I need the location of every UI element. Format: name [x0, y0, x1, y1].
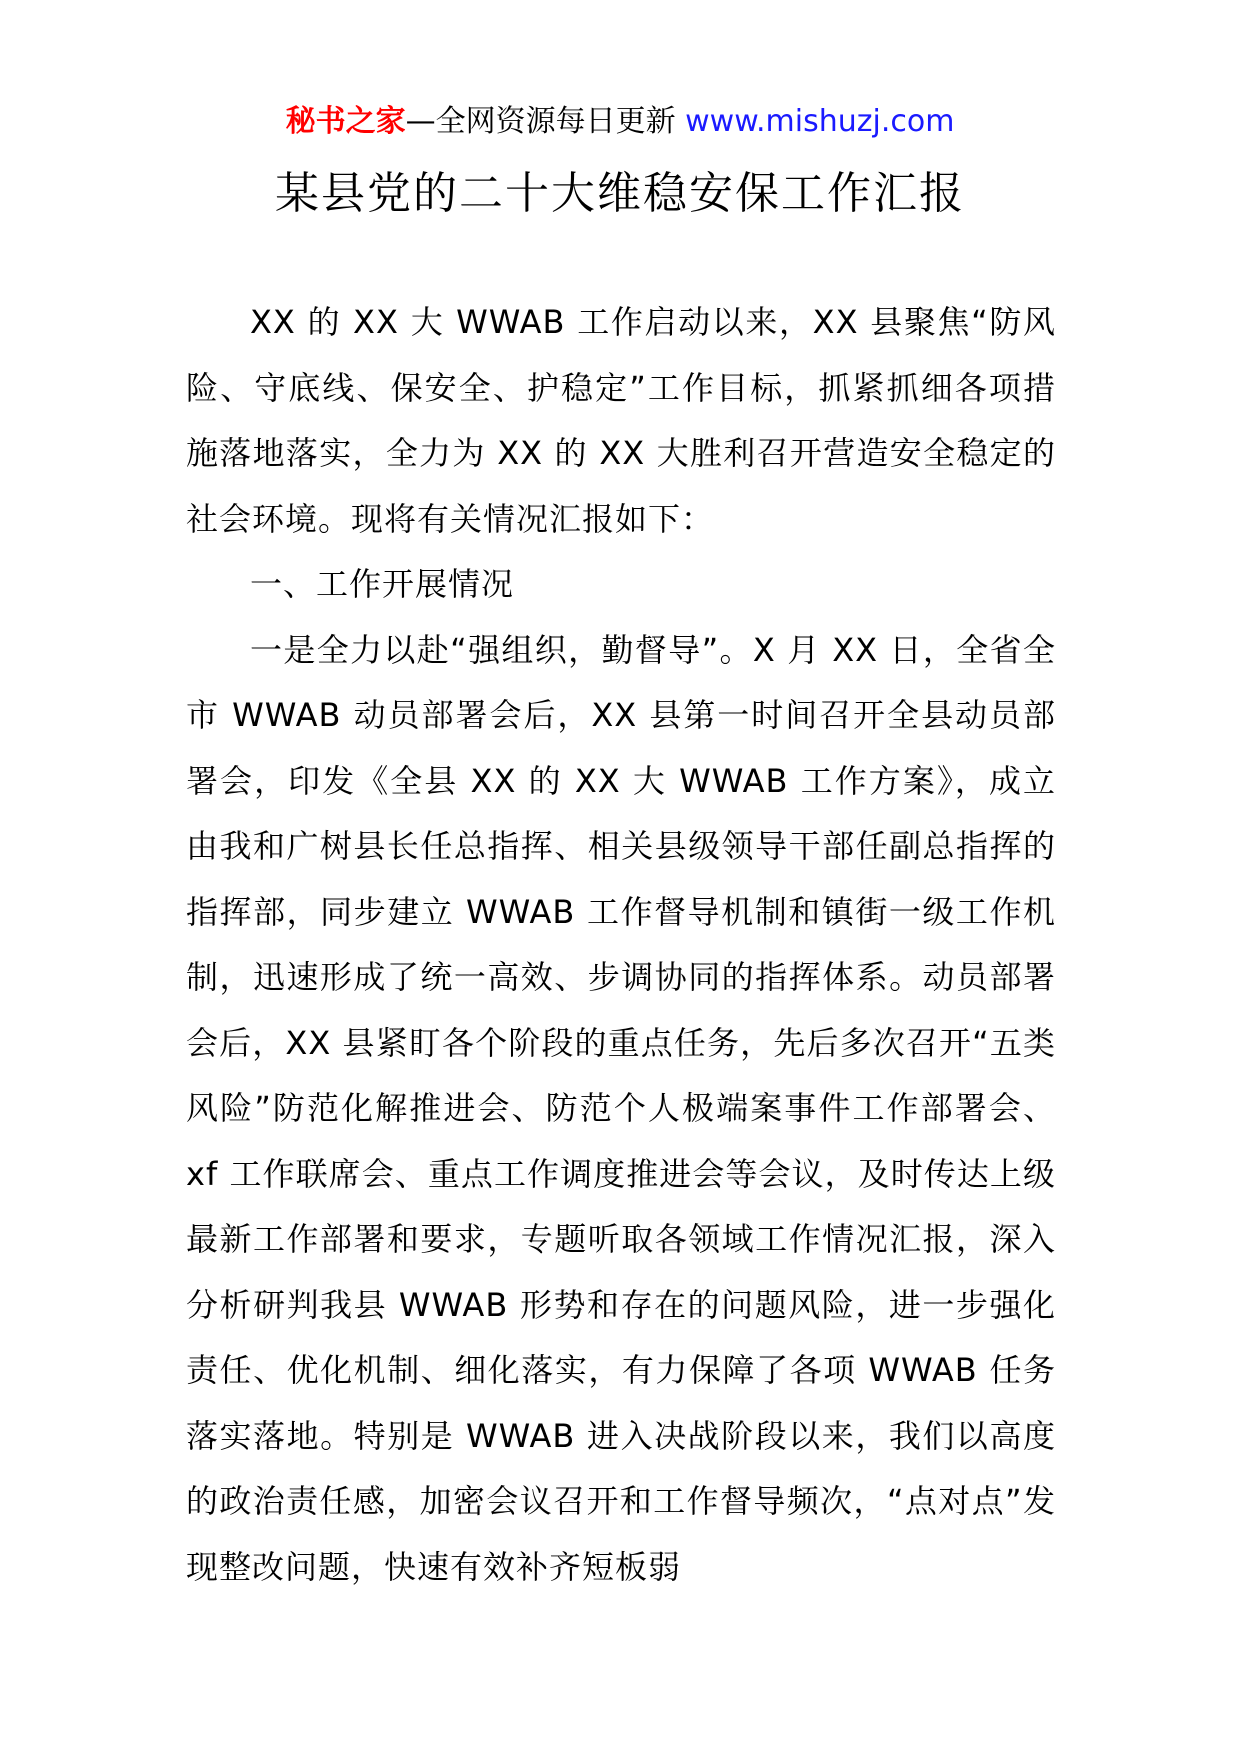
section-heading: 一、工作开展情况 [250, 565, 515, 603]
site-tagline: —全网资源每日更新 [405, 104, 676, 139]
site-url-link[interactable]: www.mishuzj.com [685, 104, 955, 139]
site-header [0, 100, 1240, 144]
document-title: 某县党的二十大维稳安保工作汇报 [275, 168, 965, 219]
document-body [186, 290, 1056, 1600]
intro-paragraph: XX 的 XX 大 WWAB 工作启动以来，XX 县聚焦“防风险、守底线、保安全、护稳定”工作目标，抓紧抓细各项措施落地落实，全力为 XX 的 XX 大胜利召开营造安全稳定的社会环境。现将有关情况汇报如下： [186, 303, 1056, 538]
site-brand: 秘书之家 [285, 104, 406, 139]
body-paragraph: 一是全力以赴“强组织，勤督导”。X 月 XX 日，全省全市 WWAB 动员部署会后，XX 县第一时间召开全县动员部署会，印发《全县 XX 的 XX 大 WWAB 工作方案》，成立由我和广树县长任总指挥、相关县级领导干部任副总指挥的指挥部，同步建立 WWAB 工作督导机制和镇街一级工作机制，迅速形成了统一高效、步调协同的指挥体系。动员部署会后，XX 县紧盯各个阶段的重点任务，先后多次召开“五类风险”防范化解推进会、防范个人极端案事件工作部署会、xf 工作联席会、重点工作调度推进会等会议，及时传达上级最新工作部署和要求，专题听取各领域工作情况汇报，深入分析研判我县 WWAB 形势和存在的问题风险，进一步强化责任、优化机制、细化落实，有力保障了各项 WWAB 任务落实落地。特别是 WWAB 进入决战阶段以来，我们以高度的政治责任感，加密会议召开和工作督导频次，“点对点”发现整改问题，快速有效补齐短板弱 [186, 630, 1056, 1586]
